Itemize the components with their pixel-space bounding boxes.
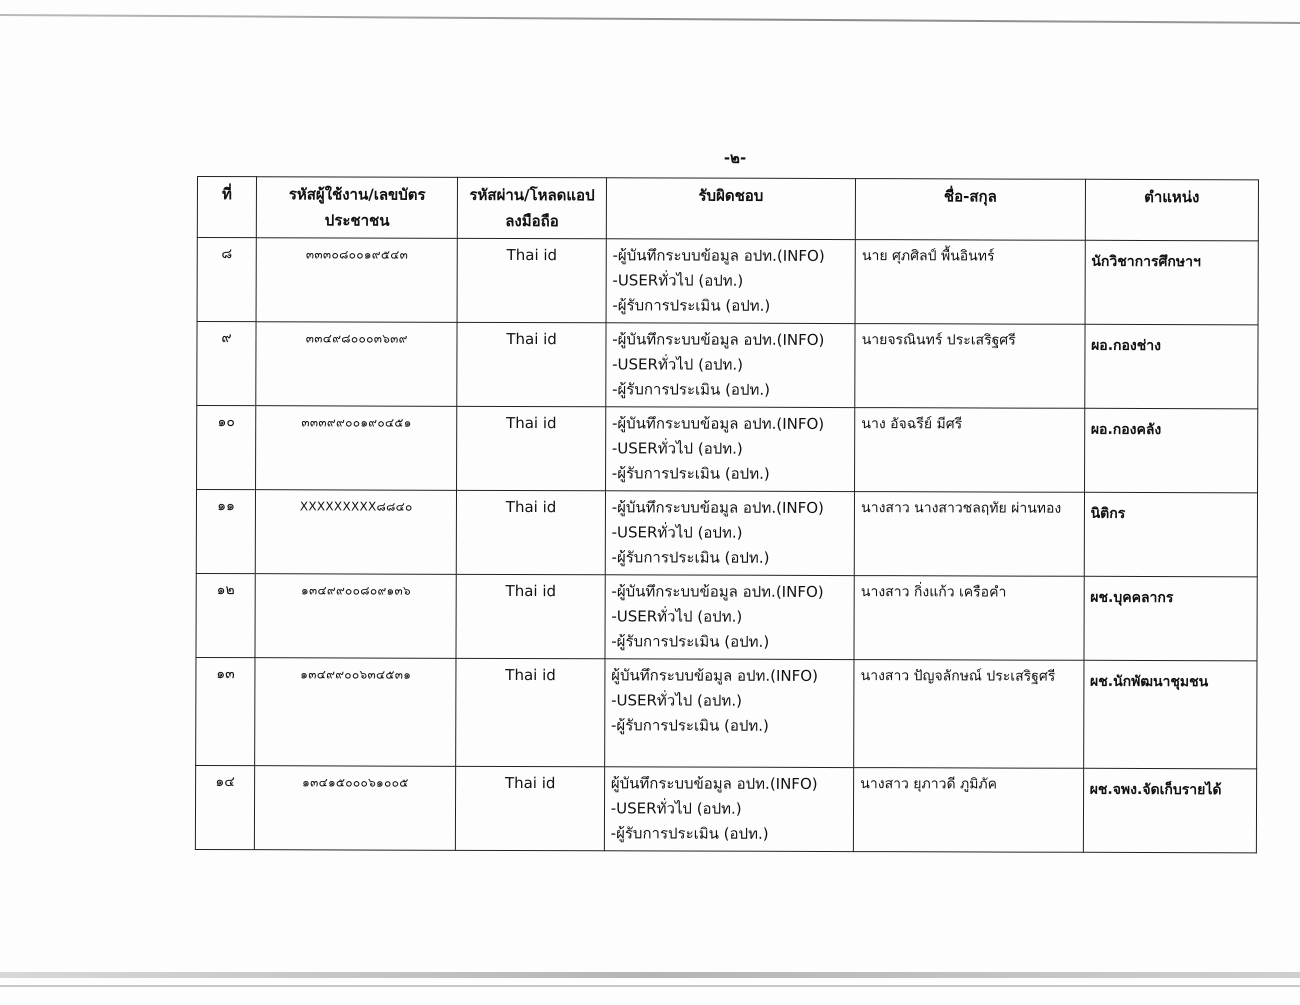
- resp-line: -USERทั่วไป (อปท.): [612, 271, 744, 290]
- cell-name: นางสาว ปัญจลักษณ์ ประเสริฐศรี: [854, 660, 1084, 769]
- header-no: ที่: [197, 177, 256, 238]
- table-header-row: [197, 177, 1258, 241]
- cell-user-id: ๑๓๔๙๙๐๐๘๐๙๑๓๖: [255, 574, 457, 659]
- cell-name: นางสาว ยุภาวดี ภูมิภัค: [854, 768, 1084, 853]
- cell-responsibility: [604, 767, 854, 852]
- table-row: [197, 238, 1258, 325]
- resp-line: -ผู้รับการประเมิน (อปท.): [612, 380, 771, 399]
- table-row: [197, 406, 1258, 493]
- resp-line: -ผู้รับการประเมิน (อปท.): [612, 296, 771, 315]
- cell-password: Thai id: [457, 406, 606, 490]
- cell-position: ผช.บุคคลากร: [1084, 576, 1258, 661]
- cell-position: ผช.จพง.จัดเก็บรายได้: [1083, 768, 1257, 853]
- scan-edge-top: [0, 14, 1300, 24]
- resp-line: -ผู้รับการประเมิน (อปท.): [611, 464, 770, 483]
- cell-password: Thai id: [457, 322, 606, 406]
- resp-line: -ผู้รับการประเมิน (อปท.): [611, 548, 770, 567]
- cell-position: ผช.นักพัฒนาชุมชน: [1083, 660, 1257, 769]
- cell-name: นาย ศุภศิลป์ พื้นอินทร์: [855, 240, 1085, 325]
- cell-password: Thai id: [456, 658, 605, 766]
- cell-responsibility: [604, 659, 854, 768]
- resp-line: -ผู้รับการประเมิน (อปท.): [610, 824, 769, 843]
- resp-line: -ผู้บันทึกระบบข้อมูล อปท.(INFO): [612, 246, 825, 265]
- cell-name: นายจรณินทร์ ประเสริฐศรี: [855, 324, 1085, 409]
- header-password: รหัสผ่าน/โหลดแอปลงมือถือ: [458, 177, 606, 238]
- resp-line: -ผู้บันทึกระบบข้อมูล อปท.(INFO): [611, 582, 824, 601]
- header-responsibility: รับผิดชอบ: [606, 178, 856, 240]
- user-account-table: [195, 176, 1259, 853]
- cell-password: Thai id: [458, 238, 607, 322]
- cell-position: นิติกร: [1084, 492, 1258, 577]
- scan-edge-bottom-line: [0, 985, 1300, 987]
- cell-responsibility: [606, 323, 856, 408]
- cell-name: นาง อัจฉรีย์ มีศรี: [855, 408, 1085, 493]
- cell-no: ๘: [197, 238, 256, 322]
- cell-no: ๑๔: [195, 765, 254, 849]
- resp-line: ผู้บันทึกระบบข้อมูล อปท.(INFO): [611, 666, 818, 685]
- cell-name: นางสาว กิ่งแก้ว เครือคำ: [854, 576, 1084, 661]
- resp-line: -ผู้บันทึกระบบข้อมูล อปท.(INFO): [612, 330, 825, 349]
- cell-user-id: ๓๓๓๙๙๐๐๑๙๐๔๕๑: [256, 406, 458, 491]
- table-row: [196, 573, 1257, 660]
- cell-user-id: ๓๓๔๙๘๐๐๐๓๖๓๙: [256, 322, 458, 407]
- resp-line: -USERทั่วไป (อปท.): [611, 691, 742, 710]
- cell-responsibility: [605, 407, 855, 492]
- table-row: [195, 765, 1256, 852]
- resp-line: -USERทั่วไป (อปท.): [611, 523, 743, 542]
- cell-no: ๑๐: [197, 406, 256, 490]
- header-position: ตำแหน่ง: [1085, 179, 1259, 241]
- cell-no: ๙: [197, 322, 256, 406]
- cell-no: ๑๑: [196, 490, 255, 574]
- cell-user-id: ๓๓๓๐๘๐๐๑๙๕๔๓: [256, 238, 458, 323]
- cell-position: ผอ.กองช่าง: [1084, 324, 1258, 409]
- cell-name: นางสาว นางสาวชลฤทัย ผ่านทอง: [854, 492, 1084, 577]
- table-row: [197, 322, 1258, 409]
- resp-line: -USERทั่วไป (อปท.): [611, 607, 743, 626]
- resp-line: -USERทั่วไป (อปท.): [612, 355, 744, 374]
- cell-responsibility: [606, 239, 856, 324]
- cell-user-id: ๑๓๔๑๕๐๐๐๖๑๐๐๕: [254, 766, 456, 851]
- cell-user-id: XXXXXXXXX๘๘๔๐: [255, 490, 457, 575]
- cell-password: Thai id: [456, 766, 605, 850]
- cell-no: ๑๓: [196, 657, 255, 765]
- resp-line: -ผู้บันทึกระบบข้อมูล อปท.(INFO): [611, 498, 824, 517]
- resp-line: -ผู้รับการประเมิน (อปท.): [610, 716, 769, 735]
- scan-edge-bottom: [0, 972, 1300, 978]
- header-user-id: รหัสผู้ใช้งาน/เลขบัตรประชาชน: [256, 177, 458, 239]
- cell-position: ผอ.กองคลัง: [1084, 408, 1258, 493]
- resp-line: -ผู้บันทึกระบบข้อมูล อปท.(INFO): [611, 414, 825, 433]
- cell-user-id: ๑๓๔๙๙๐๐๖๓๔๕๓๑: [255, 658, 457, 767]
- table-row: [196, 657, 1257, 768]
- cell-no: ๑๒: [196, 573, 255, 657]
- cell-password: Thai id: [456, 574, 605, 658]
- resp-line: -USERทั่วไป (อปท.): [610, 799, 742, 818]
- table-row: [196, 490, 1257, 577]
- resp-line: -USERทั่วไป (อปท.): [611, 439, 743, 458]
- page-number: -๒-: [723, 149, 747, 167]
- cell-position: นักวิชาการศึกษาฯ: [1085, 240, 1259, 325]
- cell-responsibility: [605, 575, 855, 660]
- header-name: ชื่อ-สกุล: [856, 179, 1086, 241]
- resp-line: -ผู้รับการประเมิน (อปท.): [611, 632, 770, 651]
- resp-line: ผู้บันทึกระบบข้อมูล อปท.(INFO): [610, 774, 818, 793]
- cell-password: Thai id: [457, 490, 606, 574]
- cell-responsibility: [605, 491, 855, 576]
